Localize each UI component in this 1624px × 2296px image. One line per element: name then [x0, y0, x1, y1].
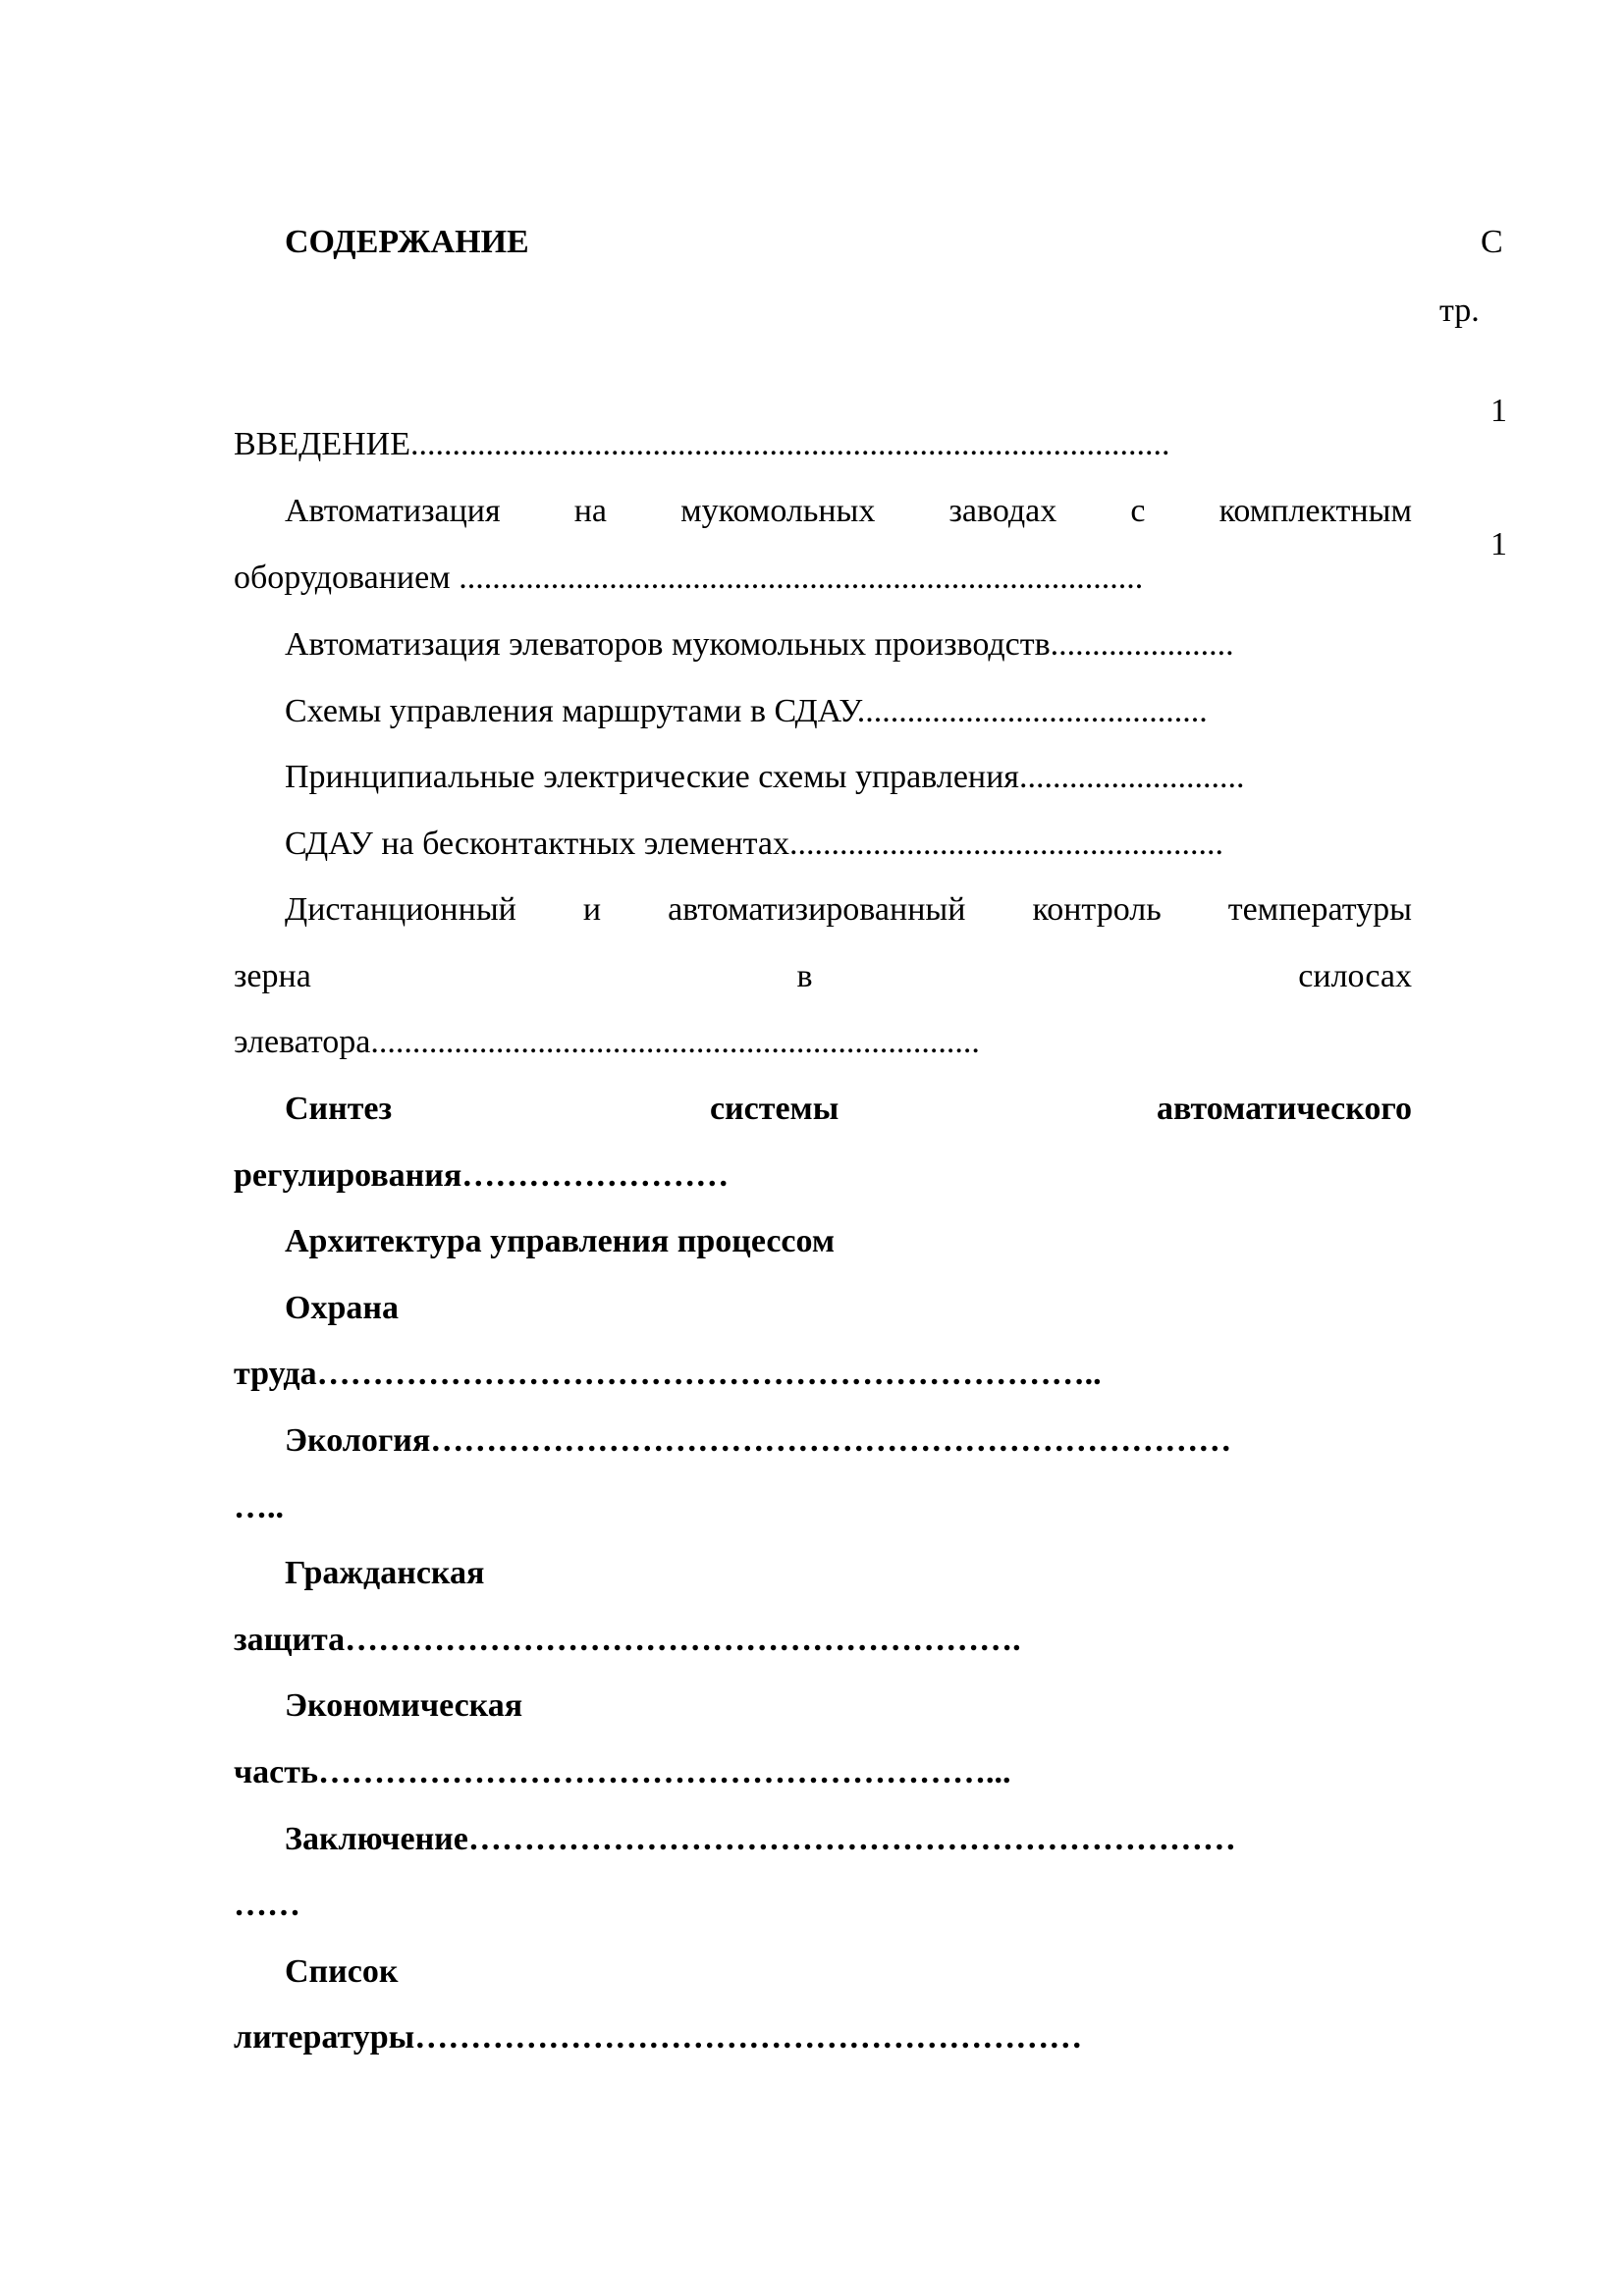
word: силосах	[1298, 958, 1412, 994]
toc-entry-ecology-line2: …..	[234, 1489, 284, 1525]
word: на	[573, 493, 608, 529]
page-number-intro: 1	[1490, 393, 1507, 429]
word: системы	[709, 1091, 839, 1127]
toc-entry-civil-defense-line2: защита…………………………………………………….	[234, 1622, 1021, 1658]
toc-entry-temperature-line3: элеватора.........................................................................	[234, 1024, 980, 1060]
word: температуры	[1227, 891, 1412, 928]
toc-entry-references-line1: Список	[285, 1953, 399, 1990]
toc-heading: СОДЕРЖАНИЕ	[285, 224, 529, 260]
toc-entry-synthesis-line1	[285, 1093, 1412, 1126]
word: Синтез	[285, 1091, 393, 1127]
toc-entry-economics-line1: Экономическая	[285, 1687, 523, 1724]
page-column-label-part1: С	[1481, 224, 1503, 260]
toc-entry-intro: ВВЕДЕНИЕ...........................................................................................	[234, 426, 1170, 462]
word: зерна	[234, 958, 311, 994]
toc-entry-route-schemes: Схемы управления маршрутами в СДАУ..........................................	[285, 693, 1208, 729]
word: с	[1130, 493, 1146, 529]
toc-entry-labor-safety-line2: труда……………………………………………………………..	[234, 1356, 1102, 1392]
word: автоматизированный	[668, 891, 966, 928]
page-column-label-part2: тр.	[1439, 293, 1480, 329]
word: комплектным	[1218, 493, 1412, 529]
word: в	[796, 958, 813, 994]
toc-entry-civil-defense-line1: Гражданская	[285, 1555, 485, 1591]
word: заводах	[948, 493, 1057, 529]
word: автоматического	[1157, 1091, 1412, 1127]
word: мукомольных	[680, 493, 876, 529]
toc-entry-electric-schemes: Принципиальные электрические схемы управления...........................	[285, 759, 1245, 795]
toc-entry-ecology-line1: Экология………………………………………………………………	[285, 1422, 1232, 1459]
toc-entry-labor-safety-line1: Охрана	[285, 1290, 399, 1326]
toc-entry-architecture: Архитектура управления процессом	[285, 1223, 836, 1259]
word: контроль	[1032, 891, 1162, 928]
toc-entry-conclusion-line2: ……	[234, 1887, 300, 1923]
toc-entry-automation-line2: оборудованием ..................................................................................	[234, 560, 1144, 596]
word: Дистанционный	[285, 891, 516, 928]
toc-entry-contactless: СДАУ на бесконтактных элементах....................................................	[285, 826, 1224, 862]
toc-entry-temperature-line1	[285, 893, 1412, 927]
toc-entry-elevators: Автоматизация элеваторов мукомольных производств......................	[285, 626, 1234, 663]
toc-entry-conclusion-line1: Заключение……………………………………………………………	[285, 1821, 1236, 1857]
page-number-automation: 1	[1490, 526, 1507, 562]
toc-entry-references-line2: литературы……………………………………………………	[234, 2019, 1083, 2056]
toc-entry-synthesis-line2: регулирования……………………	[234, 1157, 730, 1194]
word: Автоматизация	[285, 493, 501, 529]
toc-entry-automation-line1	[285, 495, 1412, 528]
toc-entry-temperature-line2	[234, 960, 1412, 993]
word: и	[582, 891, 602, 928]
toc-entry-economics-line2: часть……………………………………………………...	[234, 1754, 1011, 1790]
